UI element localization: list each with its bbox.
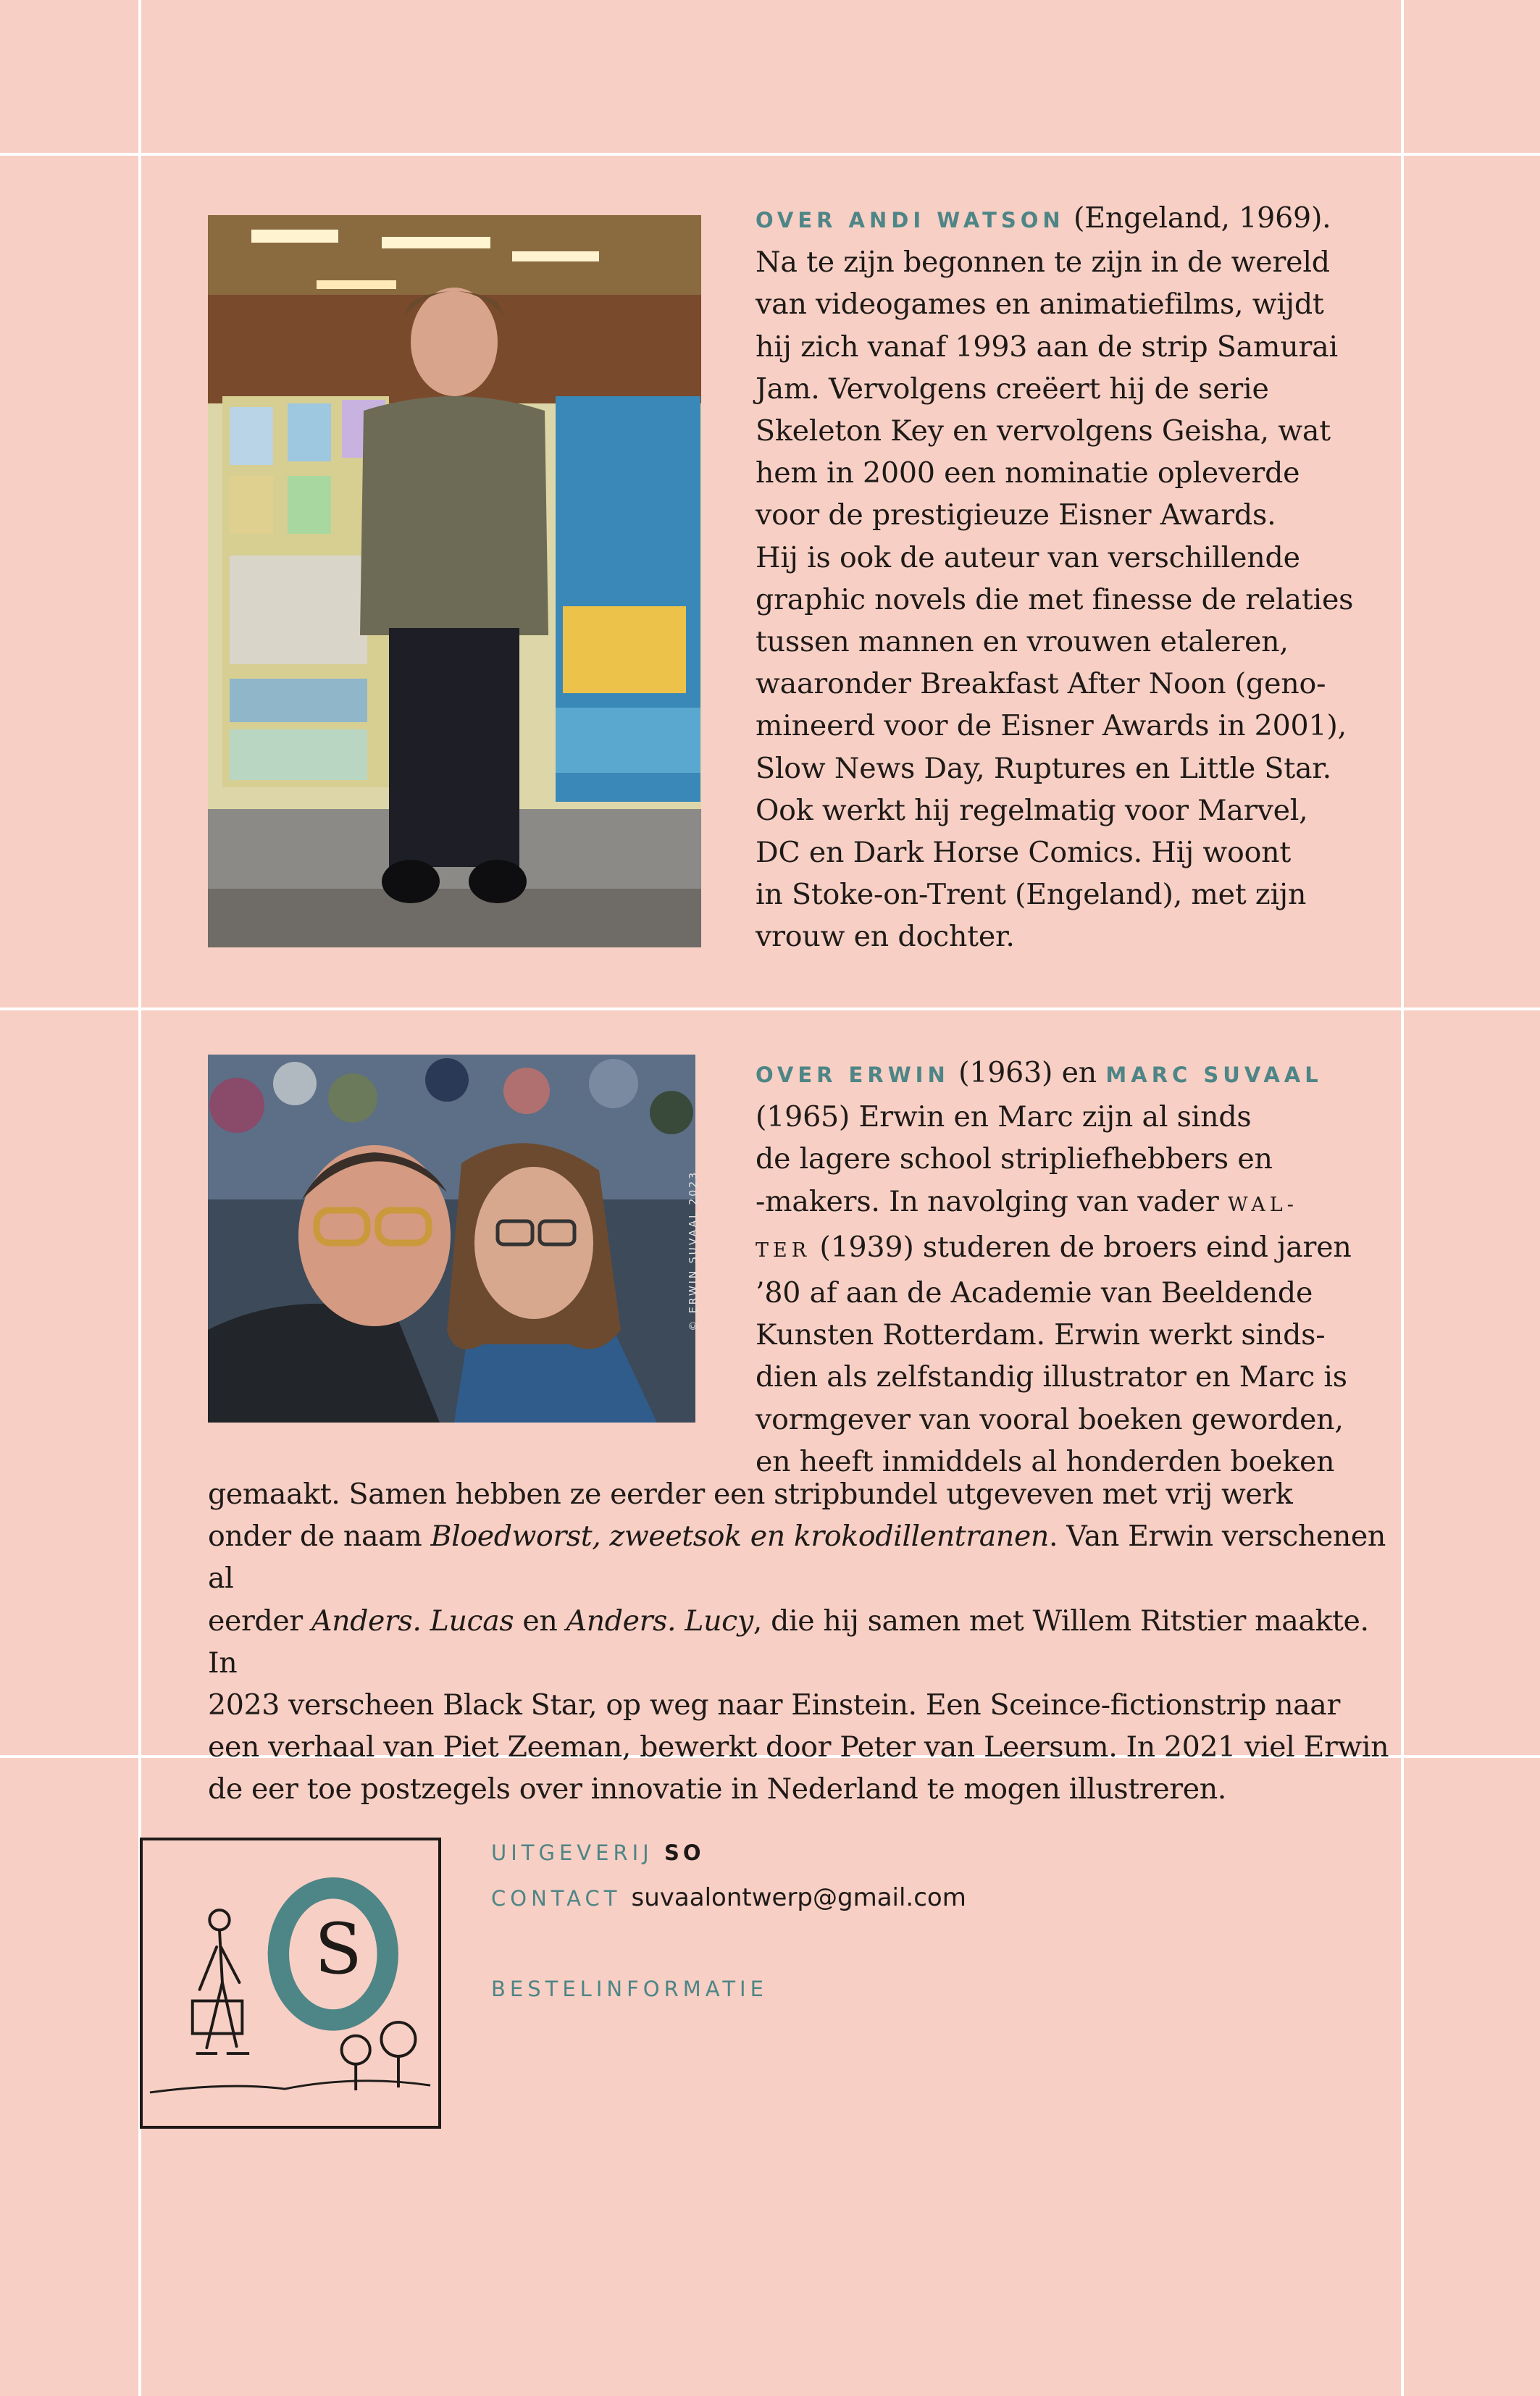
- watson-line-11: tussen mannen en vrouwen etaleren,: [756, 625, 1289, 659]
- watson-line-6: Skeleton Key en vervolgens Geisha, wat: [756, 414, 1331, 448]
- suvaal-biography-bottom: [208, 1473, 1396, 1811]
- suvaal-line-10: gemaakt. Samen hebben ze eerder een stripbundel utgeveven met vrij werk: [208, 1478, 1293, 1511]
- suvaal-book-title-lucy: Anders. Lucy: [566, 1604, 753, 1638]
- marc-heading: MARC SUVAAL: [1105, 1063, 1323, 1087]
- grid-line-top: [0, 153, 1540, 156]
- order-info-link[interactable]: BESTELINFORMATIE: [491, 1977, 768, 2001]
- grid-line-middle: [0, 1008, 1540, 1010]
- andi-watson-photo: [208, 215, 701, 947]
- erwin-year: (1963) en: [949, 1056, 1106, 1089]
- suvaal-line-12e: , die hij samen met Willem Ritstier maakte. In: [208, 1604, 1369, 1680]
- watson-line-14: Slow News Day, Ruptures en Little Star.: [756, 751, 1332, 785]
- suvaal-line-12c: en: [514, 1604, 566, 1638]
- watson-line-1: (Engeland, 1969).: [1064, 201, 1331, 235]
- suvaal-line-13: 2023 verscheen Black Star, op weg naar Einstein. Een Sceince-fictionstrip naar: [208, 1688, 1340, 1722]
- walter-name-a: WAL-: [1227, 1193, 1298, 1216]
- watson-line-17: in Stoke-on-Trent (Engeland), met zijn: [756, 878, 1307, 912]
- suvaal-line-9: en heeft inmiddels al honderden boeken: [756, 1444, 1335, 1478]
- suvaal-line-11a: onder de naam: [208, 1520, 431, 1554]
- suvaal-line-7: dien als zelfstandig illustrator en Marc is: [756, 1360, 1347, 1394]
- photo-credit: © ERWIN SUVAAL 2023: [688, 1170, 700, 1331]
- suvaal-line-15: de eer toe postzegels over innovatie in Nederland te mogen illustreren.: [208, 1772, 1226, 1806]
- watson-line-3: van videogames en animatiefilms, wijdt: [756, 288, 1324, 322]
- publisher-logo: [140, 1838, 441, 2129]
- contact-line: [491, 1883, 966, 1912]
- suvaal-line-4: (1939) studeren de broers eind jaren: [811, 1230, 1352, 1264]
- grid-line-right: [1401, 0, 1404, 2396]
- watson-line-7: hem in 2000 een nominatie opleverde: [756, 456, 1300, 490]
- watson-line-10: graphic novels die met finesse de relaties: [756, 582, 1354, 616]
- watson-line-12: waaronder Breakfast After Noon (geno-: [756, 667, 1326, 701]
- suvaal-line-2: de lagere school stripliefhebbers en: [756, 1142, 1273, 1176]
- publisher-line: [491, 1840, 704, 1865]
- watson-line-2: Na te zijn begonnen te zijn in de wereld: [756, 246, 1330, 280]
- walter-name-b: TER: [756, 1239, 811, 1262]
- watson-heading: OVER ANDI WATSON: [756, 208, 1065, 233]
- suvaal-line-6: Kunsten Rotterdam. Erwin werkt sinds-: [756, 1318, 1326, 1352]
- suvaal-book-title-bloedworst: Bloedworst, zweetsok en krokodillentranen: [430, 1520, 1049, 1554]
- suvaal-brothers-photo: [208, 1055, 700, 1423]
- logo-letter: S: [314, 1909, 362, 1990]
- suvaal-line-8: vormgever van vooral boeken geworden,: [756, 1402, 1344, 1436]
- suvaal-line-5: ’80 af aan de Academie van Beeldende: [756, 1276, 1313, 1310]
- watson-line-18: vrouw en dochter.: [756, 920, 1015, 954]
- watson-biography: [756, 197, 1393, 958]
- suvaal-line-3: -makers. In navolging van vader: [756, 1184, 1228, 1218]
- watson-line-4: hij zich vanaf 1993 aan de strip Samurai: [756, 330, 1338, 364]
- suvaal-line-11c: . Van Erwin verschenen al: [208, 1520, 1386, 1596]
- watson-line-5: Jam. Vervolgens creëert hij de serie: [756, 372, 1269, 406]
- publisher-name: SO: [664, 1840, 705, 1865]
- watson-line-15: Ook werkt hij regelmatig voor Marvel,: [756, 793, 1308, 827]
- watson-line-13: mineerd voor de Eisner Awards in 2001),: [756, 709, 1347, 743]
- suvaal-book-title-lucas: Anders. Lucas: [311, 1604, 514, 1638]
- suvaal-line-1: (1965) Erwin en Marc zijn al sinds: [756, 1100, 1252, 1134]
- suvaal-biography-top: [756, 1052, 1393, 1483]
- watson-line-8: voor de prestigieuze Eisner Awards.: [756, 498, 1276, 532]
- watson-line-16: DC en Dark Horse Comics. Hij woont: [756, 836, 1292, 870]
- suvaal-line-12a: eerder: [208, 1604, 311, 1638]
- contact-label: CONTACT: [491, 1886, 622, 1911]
- erwin-heading: OVER ERWIN: [756, 1063, 950, 1087]
- watson-line-9: Hij is ook de auteur van verschillende: [756, 540, 1300, 574]
- suvaal-line-14: een verhaal van Piet Zeeman, bewerkt door Peter van Leersum. In 2021 viel Erwin: [208, 1730, 1389, 1764]
- contact-email[interactable]: suvaalontwerp@gmail.com: [631, 1883, 966, 1912]
- publisher-label: UITGEVERIJ: [491, 1840, 653, 1865]
